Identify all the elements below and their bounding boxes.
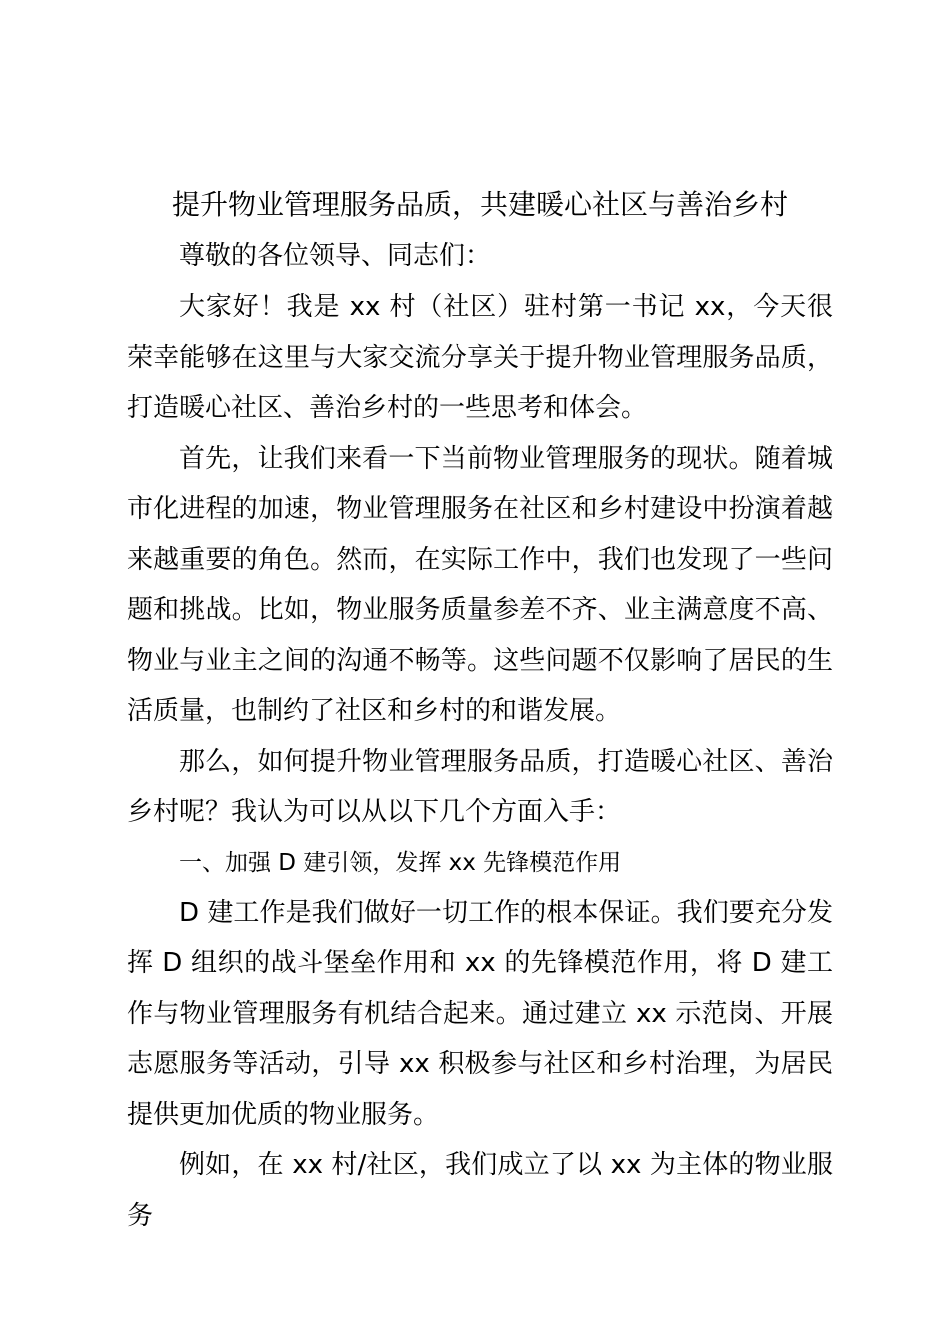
paragraph-party-building: D 建工作是我们做好一切工作的根本保证。我们要充分发挥 D 组织的战斗堡垒作用和 xx 的先锋模范作用，将 D 建工作与物业管理服务有机结合起来。通过建立 xx 示范岗、开展志愿服务等活动，引导 xx 积极参与社区和乡村治理，为居民提供更加优质的物业服务。 [127,897,833,1130]
section-heading-1: 一、加强 D 建引领，发挥 xx 先锋模范作用 [179,849,622,876]
paragraph-example: 例如，在 xx 村/社区，我们成立了以 xx 为主体的物业服务 [127,1150,833,1231]
paragraph-approach-question: 那么，如何提升物业管理服务品质，打造暖心社区、善治乡村呢？我认为可以从以下几个方面入手： [127,746,833,827]
document-body [127,180,833,1241]
document-title: 提升物业管理服务品质，共建暖心社区与善治乡村 [171,188,788,221]
paragraph-greeting: 大家好！我是 xx 村（社区）驻村第一书记 xx，今天很荣幸能够在这里与大家交流分享关于提升物业管理服务品质，打造暖心社区、善治乡村的一些思考和体会。 [127,292,833,423]
paragraph-current-situation: 首先，让我们来看一下当前物业管理服务的现状。随着城市化进程的加速，物业管理服务在社区和乡村建设中扮演着越来越重要的角色。然而，在实际工作中，我们也发现了一些问题和挑战。比如，物业服务质量参差不齐、业主满意度不高、物业与业主之间的沟通不畅等。这些问题不仅影响了居民的生活质量，也制约了社区和乡村的和谐发展。 [127,443,833,726]
salutation: 尊敬的各位领导、同志们： [179,241,492,271]
